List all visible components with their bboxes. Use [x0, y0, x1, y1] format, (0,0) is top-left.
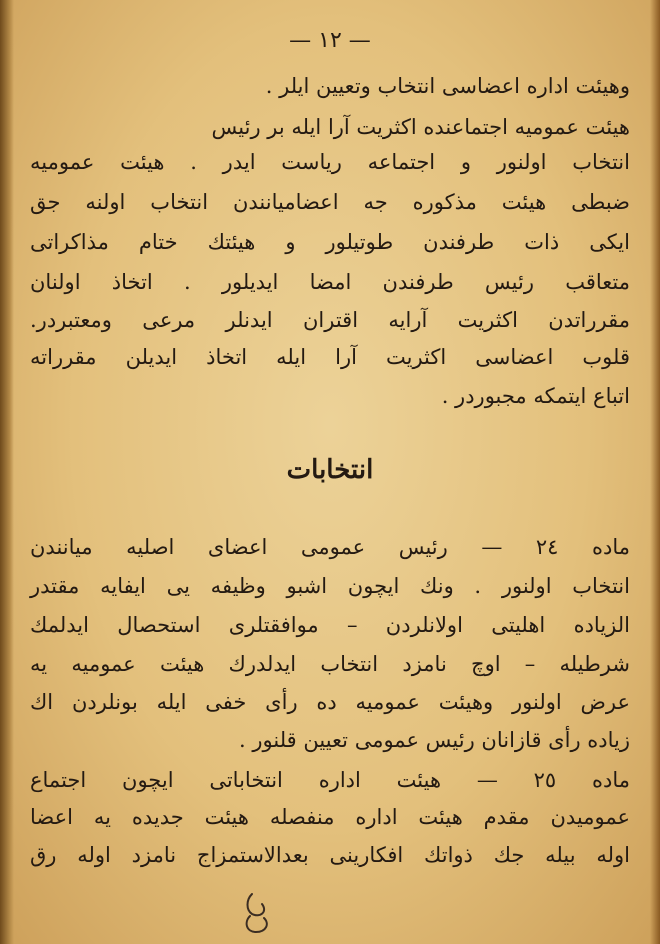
paragraph-line: قلوب اعضاسى اكثريت آرا ايله اتخاذ ايديلن مقرراته	[30, 345, 630, 369]
article-line: انتخاب اولنور . ونك ايچون اشبو وظيفه يى ايفايه مقتدر	[30, 574, 630, 598]
page-number: — ١٢ —	[289, 28, 371, 53]
paragraph-line: ايكى ذات طرفندن طوتيلور و هيئتك ختام مذاكراتى	[30, 230, 630, 254]
article-line: زياده رأى قازانان رئيس عمومى تعيين قلنور .	[239, 728, 630, 752]
paragraph-line: انتخاب اولنور و اجتماعه رياست ايدر . هيئت عموميه	[30, 150, 630, 174]
article-line: عرض اولنور وهيئت عموميه ده رأى خفى ايله بونلردن اك	[30, 690, 630, 714]
article-line: شرطيله – اوچ نامزد انتخاب ايدلدرك هيئت عموميه يه	[30, 652, 630, 676]
paragraph-line: ضبطى هيئت مذكوره جه اعضاميانندن انتخاب اولنه جق	[30, 190, 630, 214]
article-line: اوله بيله جك ذواتك افكارينى بعدالاستمزاج نامزد اوله رق	[30, 843, 630, 867]
paragraph-line: مقرراتدن اكثريت آرايه اقتران ايدنلر مرعى ومعتبردر.	[30, 308, 630, 332]
article-line: ماده ٢٥ — هيئت اداره انتخاباتى ايچون اجتماع	[30, 768, 630, 792]
article-line: ماده ٢٤ — رئيس عمومى اعضاى اصليه ميانندن	[30, 535, 630, 559]
paragraph-line: هيئت عموميه اجتماعنده اكثريت آرا ايله بر رئيس	[211, 115, 630, 139]
handwritten-mark-icon	[238, 890, 278, 936]
article-line: الزياده اهليتى اولانلردن – موافقتلرى استحصال ايدلمك	[30, 613, 630, 637]
article-line: عموميدن مقدم هيئت اداره منفصله هيئت جديده يه اعضا	[30, 805, 630, 829]
paragraph-line: وهيئت اداره اعضاسى انتخاب وتعيين ايلر .	[265, 74, 630, 98]
paragraph-line: متعاقب رئيس طرفندن امضا ايديلور . اتخاذ اولنان	[30, 270, 630, 294]
paragraph-line: اتباع ايتمكه مجبوردر .	[441, 384, 630, 408]
section-heading: انتخابات	[286, 455, 374, 485]
